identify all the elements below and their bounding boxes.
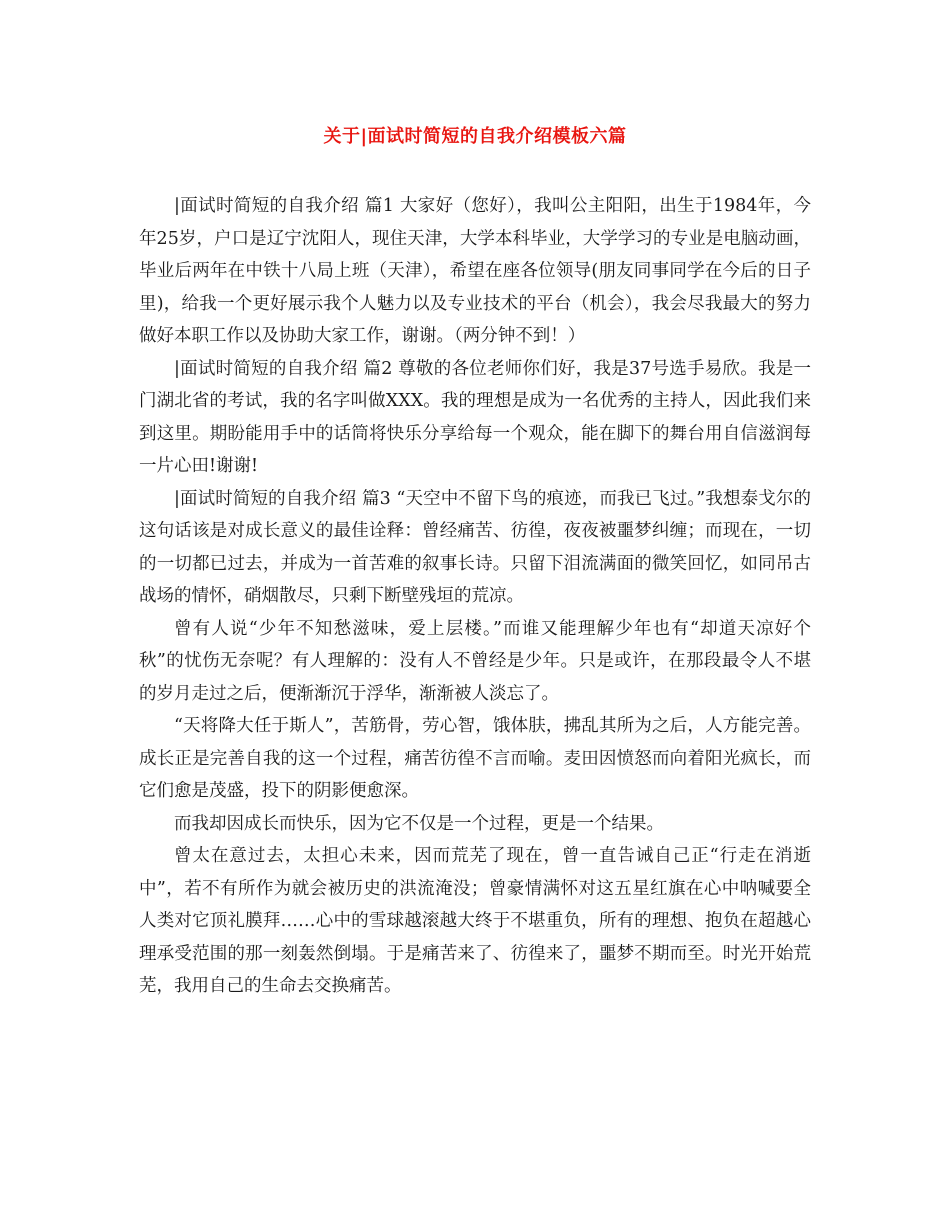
document-title: 关于|面试时简短的自我介绍模板六篇 [323, 126, 627, 147]
paragraph-2: |面试时简短的自我介绍 篇2 尊敬的各位老师你们好，我是37号选手易欣。我是一门湖北省的考试，我的名字叫做XXX。我的理想是成为一名优秀的主持人，因此我们来到这里。期盼能用手中的话筒将快乐分享给每一个观众，能在脚下的舞台用自信滋润每一片心田!谢谢! [139, 358, 811, 476]
paragraph-7: 曾太在意过去，太担心未来，因而荒芜了现在，曾一直告诫自己正“行走在消逝中”，若不有所作为就会被历史的洪流淹没；曾豪情满怀对这五星红旗在心中呐喊要全人类对它顶礼膜拜……心中的雪球越滚越大终于不堪重负，所有的理想、抱负在超越心理承受范围的那一刻轰然倒塌。于是痛苦来了、彷徨来了，噩梦不期而至。时光开始荒芜，我用自己的生命去交换痛苦。 [139, 846, 811, 996]
paragraph-5: “天将降大任于斯人”，苦筋骨，劳心智，饿体肤，拂乱其所为之后，人方能完善。成长正是完善自我的这一个过程，痛苦彷徨不言而喻。麦田因愤怒而向着阳光疯长，而它们愈是茂盛，投下的阴影便愈深。 [139, 716, 811, 801]
document-body [139, 190, 811, 1003]
paragraph-1: |面试时简短的自我介绍 篇1 大家好（您好），我叫公主阳阳，出生于1984年，今年25岁，户口是辽宁沈阳人，现住天津，大学本科毕业，大学学习的专业是电脑动画，毕业后两年在中铁十八局上班（天津），希望在座各位领导(朋友同事同学在今后的日子里)，给我一个更好展示我个人魅力以及专业技术的平台（机会），我会尽我最大的努力做好本职工作以及协助大家工作，谢谢。（两分钟不到！） [139, 196, 811, 346]
paragraph-4: 曾有人说“少年不知愁滋味，爱上层楼。”而谁又能理解少年也有“却道天凉好个秋”的忧伤无奈呢？有人理解的：没有人不曾经是少年。只是或许，在那段最令人不堪的岁月走过之后，便渐渐沉于浮华，渐渐被人淡忘了。 [139, 618, 811, 704]
paragraph-6: 而我却因成长而快乐，因为它不仅是一个过程，更是一个结果。 [174, 813, 664, 834]
paragraph-3: |面试时简短的自我介绍 篇3 “天空中不留下鸟的痕迹，而我已飞过。”我想泰戈尔的这句话该是对成长意义的最佳诠释：曾经痛苦、彷徨，夜夜被噩梦纠缠；而现在，一切的一切都已过去，并成为一首苦难的叙事长诗。只留下泪流满面的微笑回忆，如同吊古战场的情怀，硝烟散尽，只剩下断壁残垣的荒凉。 [139, 488, 811, 606]
